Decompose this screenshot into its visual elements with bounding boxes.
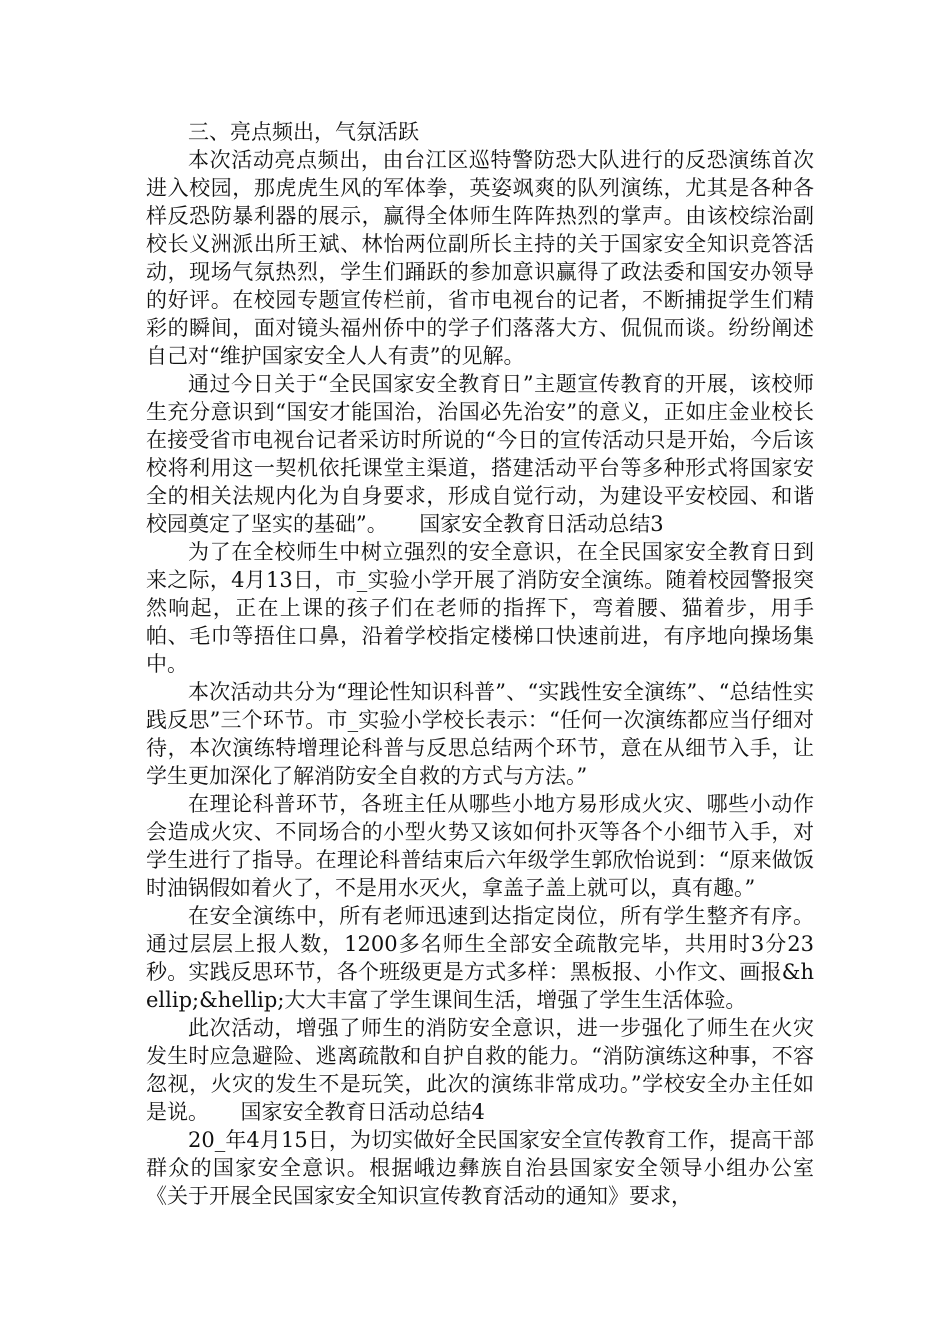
body-paragraph: 本次活动亮点频出，由台江区巡特警防恐大队进行的反恐演练首次进入校园，那虎虎生风的军体拳，英姿飒爽的队列演练，尤其是各种各样反恐防暴利器的展示，赢得全体师生阵阵热烈的掌声。由该校综治副校长义洲派出所王斌、林怡两位副所长主持的关于国家安全知识竞答活动，现场气氛热烈，学生们踊跃的参加意识赢得了政法委和国安办领导的好评。在校园专题宣传栏前，省市电视台的记者，不断捕捉学生们精彩的瞬间，面对镜头福州侨中的学子们落落大方、侃侃而谈。纷纷阐述自己对“维护国家安全人人有责”的见解。 <box>146 148 814 368</box>
section-heading: 三、亮点频出，气氛活跃 <box>188 120 419 144</box>
body-paragraph: 通过今日关于“全民国家安全教育日”主题宣传教育的开展，该校师生充分意识到“国安才能国治，治国必先治安”的意义，正如庄金业校长在接受省市电视台记者采访时所说的“今日的宣传活动只是开始，今后该校将利用这一契机依托课堂主渠道，搭建活动平台等多种形式将国家安全的相关法规内化为自身要求，形成自觉行动，为建设平安校园、和谐校园奠定了坚实的基础”。 国家安全教育日活动总结3 <box>146 372 814 536</box>
body-paragraph: 本次活动共分为“理论性知识科普”、“实践性安全演练”、“总结性实践反思”三个环节。市_实验小学校长表示：“任何一次演练都应当仔细对待，本次演练特增理论科普与反思总结两个环节，意在从细节入手，让学生更加深化了解消防安全自救的方式与方法。” <box>146 680 814 788</box>
body-paragraph: 20_年4月15日，为切实做好全民国家安全宣传教育工作，提高干部群众的国家安全意识。根据峨边彝族自治县国家安全领导小组办公室《关于开展全民国家安全知识宣传教育活动的通知》要求， <box>146 1128 814 1208</box>
body-paragraph: 为了在全校师生中树立强烈的安全意识，在全民国家安全教育日到来之际，4月13日，市_实验小学开展了消防安全演练。随着校园警报突然响起，正在上课的孩子们在老师的指挥下，弯着腰、猫着步，用手帕、毛巾等捂住口鼻，沿着学校指定楼梯口快速前进，有序地向操场集中。 <box>146 540 814 676</box>
body-paragraph: 在安全演练中，所有老师迅速到达指定岗位，所有学生整齐有序。通过层层上报人数，1200多名师生全部安全疏散完毕，共用时3分23秒。实践反思环节，各个班级更是方式多样：黑板报、小作文、画报&hellip;&hellip;大大丰富了学生课间生活，增强了学生生活体验。 <box>146 904 814 1012</box>
body-paragraph: 此次活动，增强了师生的消防安全意识，进一步强化了师生在火灾发生时应急避险、逃离疏散和自护自救的能力。“消防演练这种事，不容忽视，火灾的发生不是玩笑，此次的演练非常成功。”学校安全办主任如是说。 国家安全教育日活动总结4 <box>146 1016 814 1124</box>
body-paragraph: 在理论科普环节，各班主任从哪些小地方易形成火灾、哪些小动作会造成火灾、不同场合的小型火势又该如何扑灭等各个小细节入手，对学生进行了指导。在理论科普结束后六年级学生郭欣怡说到：“原来做饭时油锅假如着火了，不是用水灭火，拿盖子盖上就可以，真有趣。” <box>146 792 814 900</box>
document-body <box>146 118 814 1210</box>
